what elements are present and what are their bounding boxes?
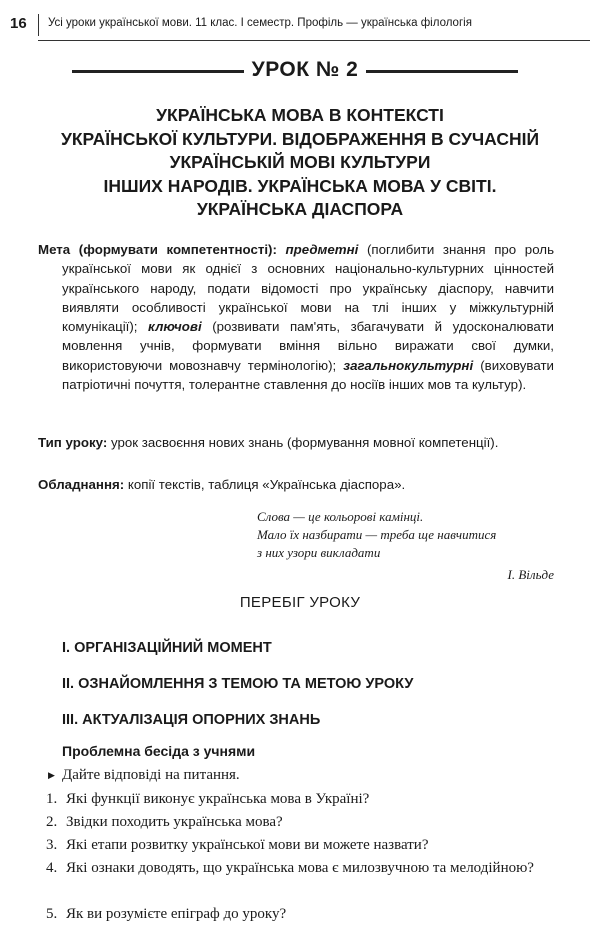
running-title: Усі уроки української мови. 11 клас. І семестр. Профіль — українська філологія (48, 17, 472, 29)
goal-subject-term: предметні (285, 242, 359, 257)
question-text: Які функції виконує українська мова в Україні? (66, 791, 370, 807)
lesson-heading (0, 58, 600, 84)
question-item (46, 834, 566, 857)
topic-line: УКРАЇНСЬКА ДІАСПОРА (196, 199, 404, 219)
page-number: 16 (10, 15, 27, 32)
goal-subject-text: (поглибити знання про роль української мови як однієї з основних національно-культурних цінностей українського народу, подати відомості про українську діаспору, навчити виявляти особливості української мови на тлі інших у міжкультурній комунікації); (62, 242, 554, 335)
section-heading: І. ОРГАНІЗАЦІЙНИЙ МОМЕНТ (62, 640, 272, 656)
goal-label: Мета (формувати компетентності): (38, 242, 277, 257)
question-number: 2. (46, 814, 58, 830)
question-number: 3. (46, 837, 58, 853)
epigraph-author: І. Вільде (507, 567, 554, 582)
lesson-type-text: урок засвоєння нових знань (формування мовної компетенції). (111, 435, 499, 450)
header-divider (38, 14, 39, 36)
lesson-type-label: Тип уроку: (38, 435, 108, 450)
equipment-text: копії текстів, таблиця «Українська діаспора». (127, 477, 406, 492)
conversation-title: Проблемна бесіда з учнями (62, 743, 256, 759)
question-item (46, 857, 576, 880)
topic-line: ІНШИХ НАРОДІВ. УКРАЇНСЬКА МОВА У СВІТІ. (103, 175, 497, 196)
section-heading: ІІІ. АКТУАЛІЗАЦІЯ ОПОРНИХ ЗНАНЬ (62, 712, 321, 728)
question-item (46, 811, 566, 834)
goal-key-term: ключові (148, 319, 202, 335)
instruction-text: Дайте відповіді на питання. (62, 767, 240, 783)
epigraph-line: Слова — це кольорові камінці. (257, 509, 424, 524)
question-text: Як ви розумієте епіграф до уроку? (66, 906, 287, 922)
topic-line: УКРАЇНСЬКА МОВА В КОНТЕКСТІ (156, 105, 444, 125)
goal-general-term: загальнокультурні (343, 357, 474, 373)
equipment-label: Обладнання: (38, 477, 125, 492)
question-item (46, 903, 566, 926)
question-text: Звідки походить українська мова? (66, 814, 283, 830)
goal-key-text: (розвивати пам'ять, збагачувати й удосконалювати мовлення учнів, формувати вміння вільно виражати свої думки, використовуючи мовознавчу термінологію); (62, 319, 554, 373)
lesson-label: УРОК № 2 (251, 58, 359, 81)
running-header (10, 14, 590, 38)
lesson-type-paragraph (38, 433, 554, 452)
bullet-arrow-icon: ▶ (48, 770, 55, 780)
course-title: ПЕРЕБІГ УРОКУ (239, 594, 361, 611)
question-text: Які ознаки доводять, що українська мова є милозвучною та мелодійною? (66, 860, 534, 876)
lesson-topic (30, 104, 570, 222)
topic-line: УКРАЇНСЬКІЙ МОВІ КУЛЬТУРИ (169, 152, 431, 172)
goal-general-text: (виховувати патріотичні почуття, толерантне ставлення до носіїв інших мов та культур). (62, 357, 554, 393)
epigraph-line: Мало їх назбирати — треба ще навчитися (257, 527, 497, 542)
question-item (46, 788, 566, 811)
epigraph-line: з них узори викладати (257, 545, 381, 560)
question-number: 5. (46, 906, 58, 922)
lesson-rule-left (72, 70, 244, 73)
lesson-rule-right (366, 70, 518, 73)
goal-paragraph (38, 240, 554, 394)
section-heading: ІІ. ОЗНАЙОМЛЕННЯ З ТЕМОЮ ТА МЕТОЮ УРОКУ (62, 676, 414, 692)
question-text: Які етапи розвитку української мови ви можете назвати? (66, 837, 429, 853)
equipment-paragraph (38, 475, 554, 494)
question-number: 1. (46, 791, 58, 807)
topic-line: УКРАЇНСЬКОЇ КУЛЬТУРИ. ВІДОБРАЖЕННЯ В СУЧАСНІЙ (60, 128, 540, 149)
question-number: 4. (46, 860, 58, 876)
header-underline (38, 40, 590, 41)
